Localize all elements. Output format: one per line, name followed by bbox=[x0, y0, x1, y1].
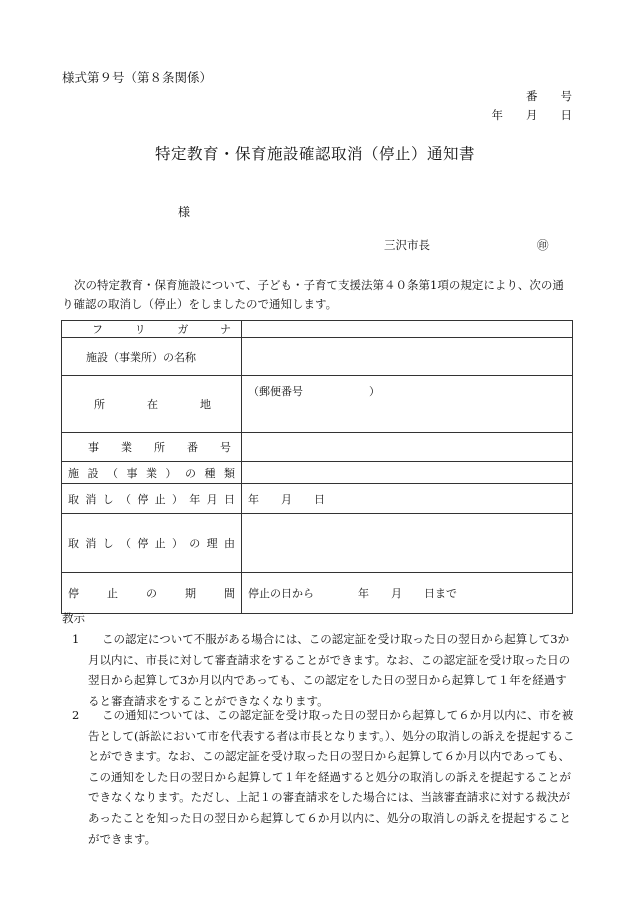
furigana-field[interactable] bbox=[242, 321, 573, 338]
label-char: 設 bbox=[87, 466, 99, 480]
label-char: 日 bbox=[223, 492, 235, 506]
label-char: の bbox=[146, 587, 157, 600]
address-field[interactable] bbox=[242, 376, 573, 433]
period-field[interactable]: 停止の日から 年 月 日まで bbox=[242, 573, 573, 614]
note-number: 2 bbox=[72, 708, 80, 722]
facility-name-field[interactable] bbox=[242, 338, 573, 376]
issuer-name: 三沢市長 bbox=[384, 238, 430, 252]
row-reason bbox=[62, 514, 573, 573]
document-title: 特定教育・保育施設確認取消（停止）通知書 bbox=[154, 145, 475, 163]
label-char: 止 bbox=[107, 587, 118, 600]
notes-heading: 教示 bbox=[62, 611, 85, 625]
label-char: ガ bbox=[177, 323, 189, 336]
label-char: 理 bbox=[206, 537, 218, 550]
cancel-date-label bbox=[62, 484, 242, 514]
label-char: ） bbox=[171, 537, 183, 550]
period-label bbox=[62, 573, 242, 614]
note-item bbox=[72, 629, 576, 711]
label-char: リ bbox=[134, 323, 146, 336]
label-char: 取 bbox=[68, 537, 79, 550]
label-char: 施 bbox=[68, 466, 79, 480]
label-char: ナ bbox=[219, 323, 231, 336]
furigana-label bbox=[62, 321, 242, 338]
seal-mark: ㊞ bbox=[537, 238, 549, 252]
label-char: （ bbox=[119, 537, 131, 550]
label-char: 号 bbox=[220, 441, 231, 454]
facility-type-field[interactable] bbox=[242, 462, 573, 484]
label-char: の bbox=[189, 537, 201, 550]
facility-form-table bbox=[61, 320, 573, 614]
label-char: 地 bbox=[200, 398, 211, 411]
address-label bbox=[62, 376, 242, 433]
label-char: ） bbox=[171, 492, 183, 506]
label-char: 消 bbox=[85, 492, 97, 506]
office-number-label bbox=[62, 433, 242, 462]
note-text: この通知については、この認定証を受け取った日の翌日から起算して６か月以内に、市を被告として(訴訟において市を代表する者は市長となります。）、処分の取消しの訴えを提起することができます。なお、この認定証を受け取った日の翌日から起算して６か月以内であっても、この通知をした日の翌日から起算して１年を経過すると処分の取消しの訴えを提起することができなくなります。ただし、上記１の審査請求をした場合には、当該審査請求に対する裁決があったことを知った日の翌日から起算して６か月以内に、処分の取消しの訴えを提起することができます。 bbox=[88, 708, 575, 846]
label-char: 業 bbox=[146, 466, 157, 480]
label-char: 月 bbox=[206, 492, 218, 506]
row-address bbox=[62, 376, 573, 433]
office-number-field[interactable] bbox=[242, 433, 573, 462]
row-facility-name bbox=[62, 338, 573, 376]
document-number-line: 番 号 bbox=[526, 89, 572, 103]
row-office-number bbox=[62, 433, 573, 462]
reason-label bbox=[62, 514, 242, 573]
cancel-date-field[interactable]: 年 月 日 bbox=[242, 484, 573, 514]
reason-field[interactable] bbox=[242, 514, 573, 573]
label-char: 在 bbox=[147, 398, 158, 411]
note-text: この認定について不服がある場合には、この認定証を受け取った日の翌日から起算して3か月以内に、市長に対して審査請求をすることができます。なお、この認定証を受け取った日の翌日から起算して3か月以内であっても、この認定をした日の翌日から起算して１年を経過すると審査請求をすることができなくなります。 bbox=[88, 632, 571, 708]
row-suspension-period bbox=[62, 573, 573, 614]
facility-type-label bbox=[62, 462, 242, 484]
postal-code-label: （郵便番号 ） bbox=[248, 385, 380, 398]
label-char: 止 bbox=[154, 537, 166, 550]
label-char: 事 bbox=[88, 441, 99, 454]
label-char: 取 bbox=[68, 492, 79, 506]
label-char: 所 bbox=[94, 398, 105, 411]
label-char: 業 bbox=[121, 441, 132, 454]
label-char: 止 bbox=[154, 492, 166, 506]
label-char: 消 bbox=[85, 537, 97, 550]
label-char: ） bbox=[165, 466, 177, 480]
label-char: し bbox=[102, 537, 114, 550]
facility-name-label: 施設（事業所）の名称 bbox=[62, 338, 242, 376]
label-char: 種 bbox=[204, 466, 216, 480]
label-char: 停 bbox=[137, 537, 149, 550]
label-char: 所 bbox=[154, 441, 165, 454]
addressee-suffix: 様 bbox=[178, 205, 191, 219]
note-item bbox=[72, 705, 576, 849]
row-cancel-date bbox=[62, 484, 573, 514]
label-char: （ bbox=[119, 492, 131, 506]
row-furigana bbox=[62, 321, 573, 338]
label-char: 由 bbox=[223, 537, 235, 550]
label-char: 期 bbox=[185, 587, 196, 600]
label-char: （ bbox=[107, 466, 118, 480]
label-char: 類 bbox=[224, 466, 235, 480]
document-date-line: 年 月 日 bbox=[491, 108, 572, 122]
label-char: 停 bbox=[137, 492, 149, 506]
form-number: 様式第９号（第８条関係） bbox=[62, 70, 213, 85]
label-char: 事 bbox=[126, 466, 138, 480]
label-char: 間 bbox=[224, 587, 235, 600]
label-char: 番 bbox=[187, 441, 198, 454]
label-char: 年 bbox=[189, 492, 201, 506]
label-char: 停 bbox=[68, 587, 79, 600]
intro-text: 次の特定教育・保育施設について、子ども・子育て支援法第４０条第1項の規定により、次の通り確認の取消し（停止）をしましたので通知します。 bbox=[62, 278, 564, 311]
label-char: し bbox=[102, 492, 114, 506]
label-char: フ bbox=[92, 323, 103, 336]
label-char: の bbox=[185, 466, 196, 480]
note-number: 1 bbox=[72, 632, 80, 646]
row-facility-type bbox=[62, 462, 573, 484]
